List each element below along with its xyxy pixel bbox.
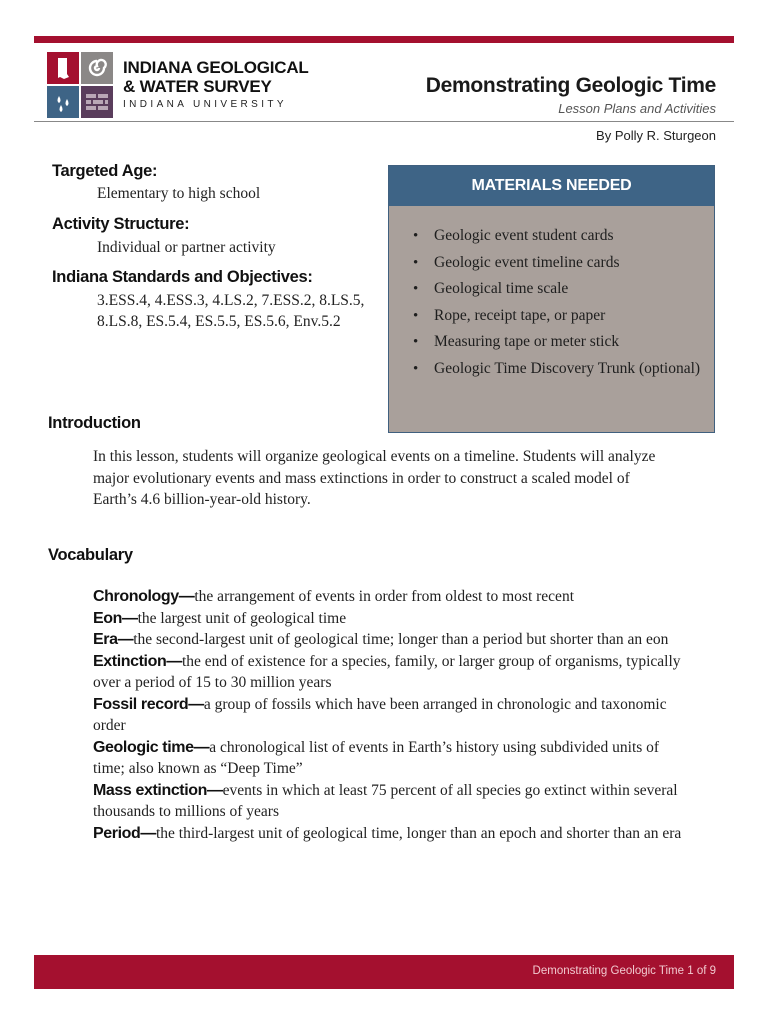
vocab-item (93, 608, 683, 630)
vocab-term: Period— (93, 824, 156, 842)
logo-line-2: & WATER SURVEY (123, 77, 272, 96)
vocab-item (93, 823, 683, 845)
indiana-state-icon (47, 52, 79, 84)
vocab-definition: the end of existence for a species, family, or larger group of organisms, typically over a period of 15 to 30 million years (93, 652, 681, 691)
vocab-term: Era— (93, 631, 134, 648)
targeted-age-label: Targeted Age: (52, 162, 158, 180)
vocab-term: Mass extinction— (93, 781, 223, 799)
vocab-item (93, 737, 683, 780)
activity-structure-label: Activity Structure: (52, 215, 190, 233)
vocab-definition: the largest unit of geological time (137, 609, 347, 627)
logo-line-1: INDIANA GEOLOGICAL (123, 58, 309, 77)
targeted-age-value: Elementary to high school (97, 185, 261, 202)
vocab-term: Eon— (93, 609, 138, 627)
top-accent-bar (34, 36, 734, 43)
vocabulary-list (93, 586, 683, 844)
vocab-definition: the third-largest unit of geological time, longer than an epoch and shorter than an era (156, 824, 682, 842)
introduction-heading: Introduction (48, 414, 141, 432)
vocab-definition: the second-largest unit of geological time; longer than a period but shorter than an eon (133, 631, 669, 648)
vocab-term: Geologic time— (93, 738, 210, 756)
ammonite-icon (81, 52, 113, 84)
vocab-item (93, 694, 683, 737)
materials-item: • Geologic event student cards (407, 223, 714, 250)
footer-bar (34, 955, 734, 989)
logo-line-3: INDIANA UNIVERSITY (123, 99, 287, 110)
materials-list (389, 206, 714, 382)
logo-wordmark (123, 58, 323, 110)
vocab-item (93, 651, 683, 694)
activity-structure-value: Individual or partner activity (97, 239, 276, 256)
materials-item: • Rope, receipt tape, or paper (407, 303, 714, 330)
vocab-definition: a group of fossils which have been arranged in chronologic and taxonomic order (93, 695, 667, 734)
vocab-item (93, 586, 683, 608)
standards-line-1: 3.ESS.4, 4.ESS.3, 4.LS.2, 7.ESS.2, 8.LS.5, (97, 292, 365, 309)
materials-item: • Measuring tape or meter stick (407, 329, 714, 356)
water-drops-icon (47, 86, 79, 118)
vocab-definition: events in which at least 75 percent of all species go extinct within several thousands to millions of years (93, 781, 678, 820)
vocab-item (93, 629, 683, 651)
introduction-text: In this lesson, students will organize geological events on a timeline. Students will analyze major evolutionary events and mass extinctions in order to construct a scaled model of Earth’s 4.6 billion-year-old history. (93, 448, 656, 508)
vocab-term: Extinction— (93, 652, 182, 670)
vocab-definition: a chronological list of events in Earth’s history using subdivided units of time; also known as “Deep Time” (93, 738, 660, 777)
materials-box (388, 165, 715, 433)
author-byline: By Polly R. Sturgeon (596, 128, 716, 143)
standards-line-2: 8.LS.8, ES.5.4, ES.5.5, ES.5.6, Env.5.2 (97, 313, 341, 330)
brick-wall-icon (81, 86, 113, 118)
vocabulary-heading: Vocabulary (48, 546, 133, 564)
vocab-term: Fossil record— (93, 695, 204, 713)
document-title: Demonstrating Geologic Time (425, 74, 716, 97)
header-divider (34, 121, 734, 122)
materials-item: • Geologic event timeline cards (407, 250, 714, 277)
materials-item: • Geological time scale (407, 276, 714, 303)
vocab-item (93, 780, 683, 823)
standards-label: Indiana Standards and Objectives: (52, 268, 313, 286)
igws-logo (47, 52, 113, 118)
vocab-term: Chronology— (93, 588, 195, 605)
footer-page-label: Demonstrating Geologic Time 1 of 9 (532, 965, 716, 977)
materials-item: • Geologic Time Discovery Trunk (optional) (407, 356, 714, 383)
vocab-definition: the arrangement of events in order from oldest to most recent (194, 588, 574, 605)
document-subtitle: Lesson Plans and Activities (558, 101, 716, 116)
materials-title: MATERIALS NEEDED (389, 166, 714, 206)
